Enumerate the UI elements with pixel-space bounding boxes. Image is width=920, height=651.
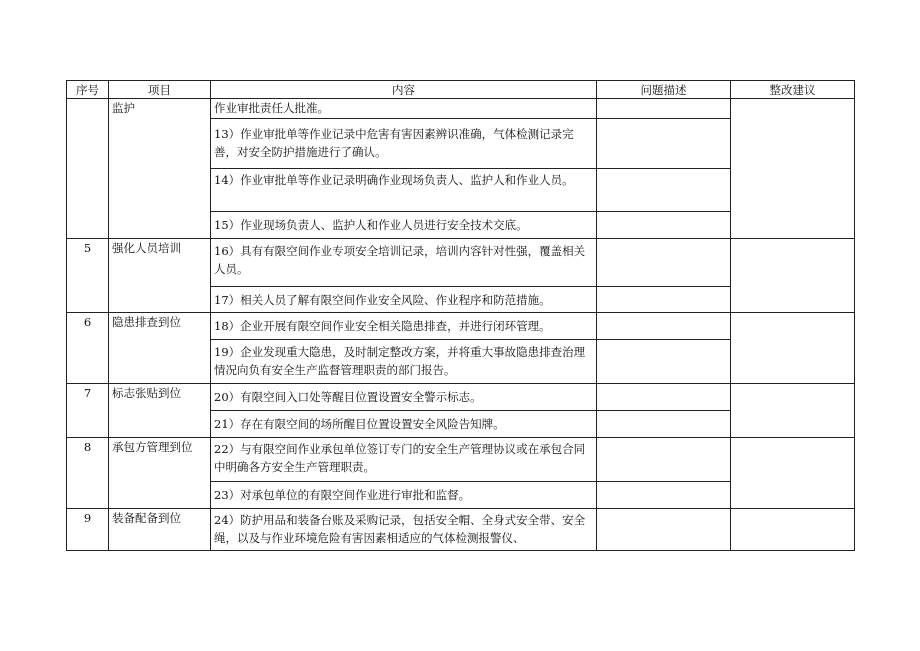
table-row bbox=[67, 239, 855, 287]
problem-cell bbox=[597, 482, 731, 509]
problem-cell bbox=[597, 411, 731, 438]
header-row bbox=[67, 81, 855, 99]
suggestion-cell bbox=[731, 384, 855, 438]
inspection-table bbox=[66, 80, 855, 551]
row-item: 装备配备到位 bbox=[109, 509, 211, 551]
row-item: 标志张贴到位 bbox=[109, 384, 211, 438]
problem-cell bbox=[597, 99, 731, 119]
row-content: 作业审批责任人批准。 bbox=[211, 99, 597, 119]
row-content: 20）有限空间入口处等醒目位置设置安全警示标志。 bbox=[211, 384, 597, 411]
row-content: 14）作业审批单等作业记录明确作业现场负责人、监护人和作业人员。 bbox=[211, 169, 597, 212]
header-item: 项目 bbox=[109, 81, 211, 99]
row-number: 9 bbox=[67, 509, 109, 551]
row-number bbox=[67, 99, 109, 239]
row-item: 隐患排查到位 bbox=[109, 313, 211, 384]
suggestion-cell bbox=[731, 239, 855, 313]
problem-cell bbox=[597, 119, 731, 169]
row-content: 17）相关人员了解有限空间作业安全风险、作业程序和防范措施。 bbox=[211, 287, 597, 313]
problem-cell bbox=[597, 340, 731, 384]
row-number: 7 bbox=[67, 384, 109, 438]
row-content: 24）防护用品和装备台账及采购记录，包括安全帽、全身式安全带、安全绳，以及与作业环境危险有害因素相适应的气体检测报警仪、 bbox=[211, 509, 597, 551]
problem-cell bbox=[597, 239, 731, 287]
table-row bbox=[67, 438, 855, 482]
row-content: 16）具有有限空间作业专项安全培训记录，培训内容针对性强，覆盖相关人员。 bbox=[211, 239, 597, 287]
table-row bbox=[67, 384, 855, 411]
header-content: 内容 bbox=[211, 81, 597, 99]
problem-cell bbox=[597, 438, 731, 482]
row-content: 18）企业开展有限空间作业安全相关隐患排查，并进行闭环管理。 bbox=[211, 313, 597, 340]
table-row bbox=[67, 509, 855, 551]
row-number: 6 bbox=[67, 313, 109, 384]
problem-cell bbox=[597, 509, 731, 551]
suggestion-cell bbox=[731, 438, 855, 509]
table-row bbox=[67, 99, 855, 119]
problem-cell bbox=[597, 287, 731, 313]
problem-cell bbox=[597, 169, 731, 212]
suggestion-cell bbox=[731, 509, 855, 551]
header-no: 序号 bbox=[67, 81, 109, 99]
row-item: 监护 bbox=[109, 99, 211, 239]
table-row bbox=[67, 313, 855, 340]
row-item: 承包方管理到位 bbox=[109, 438, 211, 509]
suggestion-cell bbox=[731, 99, 855, 239]
row-content: 15）作业现场负责人、监护人和作业人员进行安全技术交底。 bbox=[211, 212, 597, 239]
row-content: 13）作业审批单等作业记录中危害有害因素辨识准确，气体检测记录完善，对安全防护措施进行了确认。 bbox=[211, 119, 597, 169]
row-content: 22）与有限空间作业承包单位签订专门的安全生产管理协议或在承包合同中明确各方安全生产管理职责。 bbox=[211, 438, 597, 482]
row-content: 23）对承包单位的有限空间作业进行审批和监督。 bbox=[211, 482, 597, 509]
row-number: 8 bbox=[67, 438, 109, 509]
suggestion-cell bbox=[731, 313, 855, 384]
header-suggestion: 整改建议 bbox=[731, 81, 855, 99]
header-problem: 问题描述 bbox=[597, 81, 731, 99]
row-item: 强化人员培训 bbox=[109, 239, 211, 313]
problem-cell bbox=[597, 212, 731, 239]
problem-cell bbox=[597, 384, 731, 411]
row-content: 21）存在有限空间的场所醒目位置设置安全风险告知牌。 bbox=[211, 411, 597, 438]
problem-cell bbox=[597, 313, 731, 340]
row-number: 5 bbox=[67, 239, 109, 313]
row-content: 19）企业发现重大隐患，及时制定整改方案，并将重大事故隐患排查治理情况向负有安全生产监督管理职责的部门报告。 bbox=[211, 340, 597, 384]
